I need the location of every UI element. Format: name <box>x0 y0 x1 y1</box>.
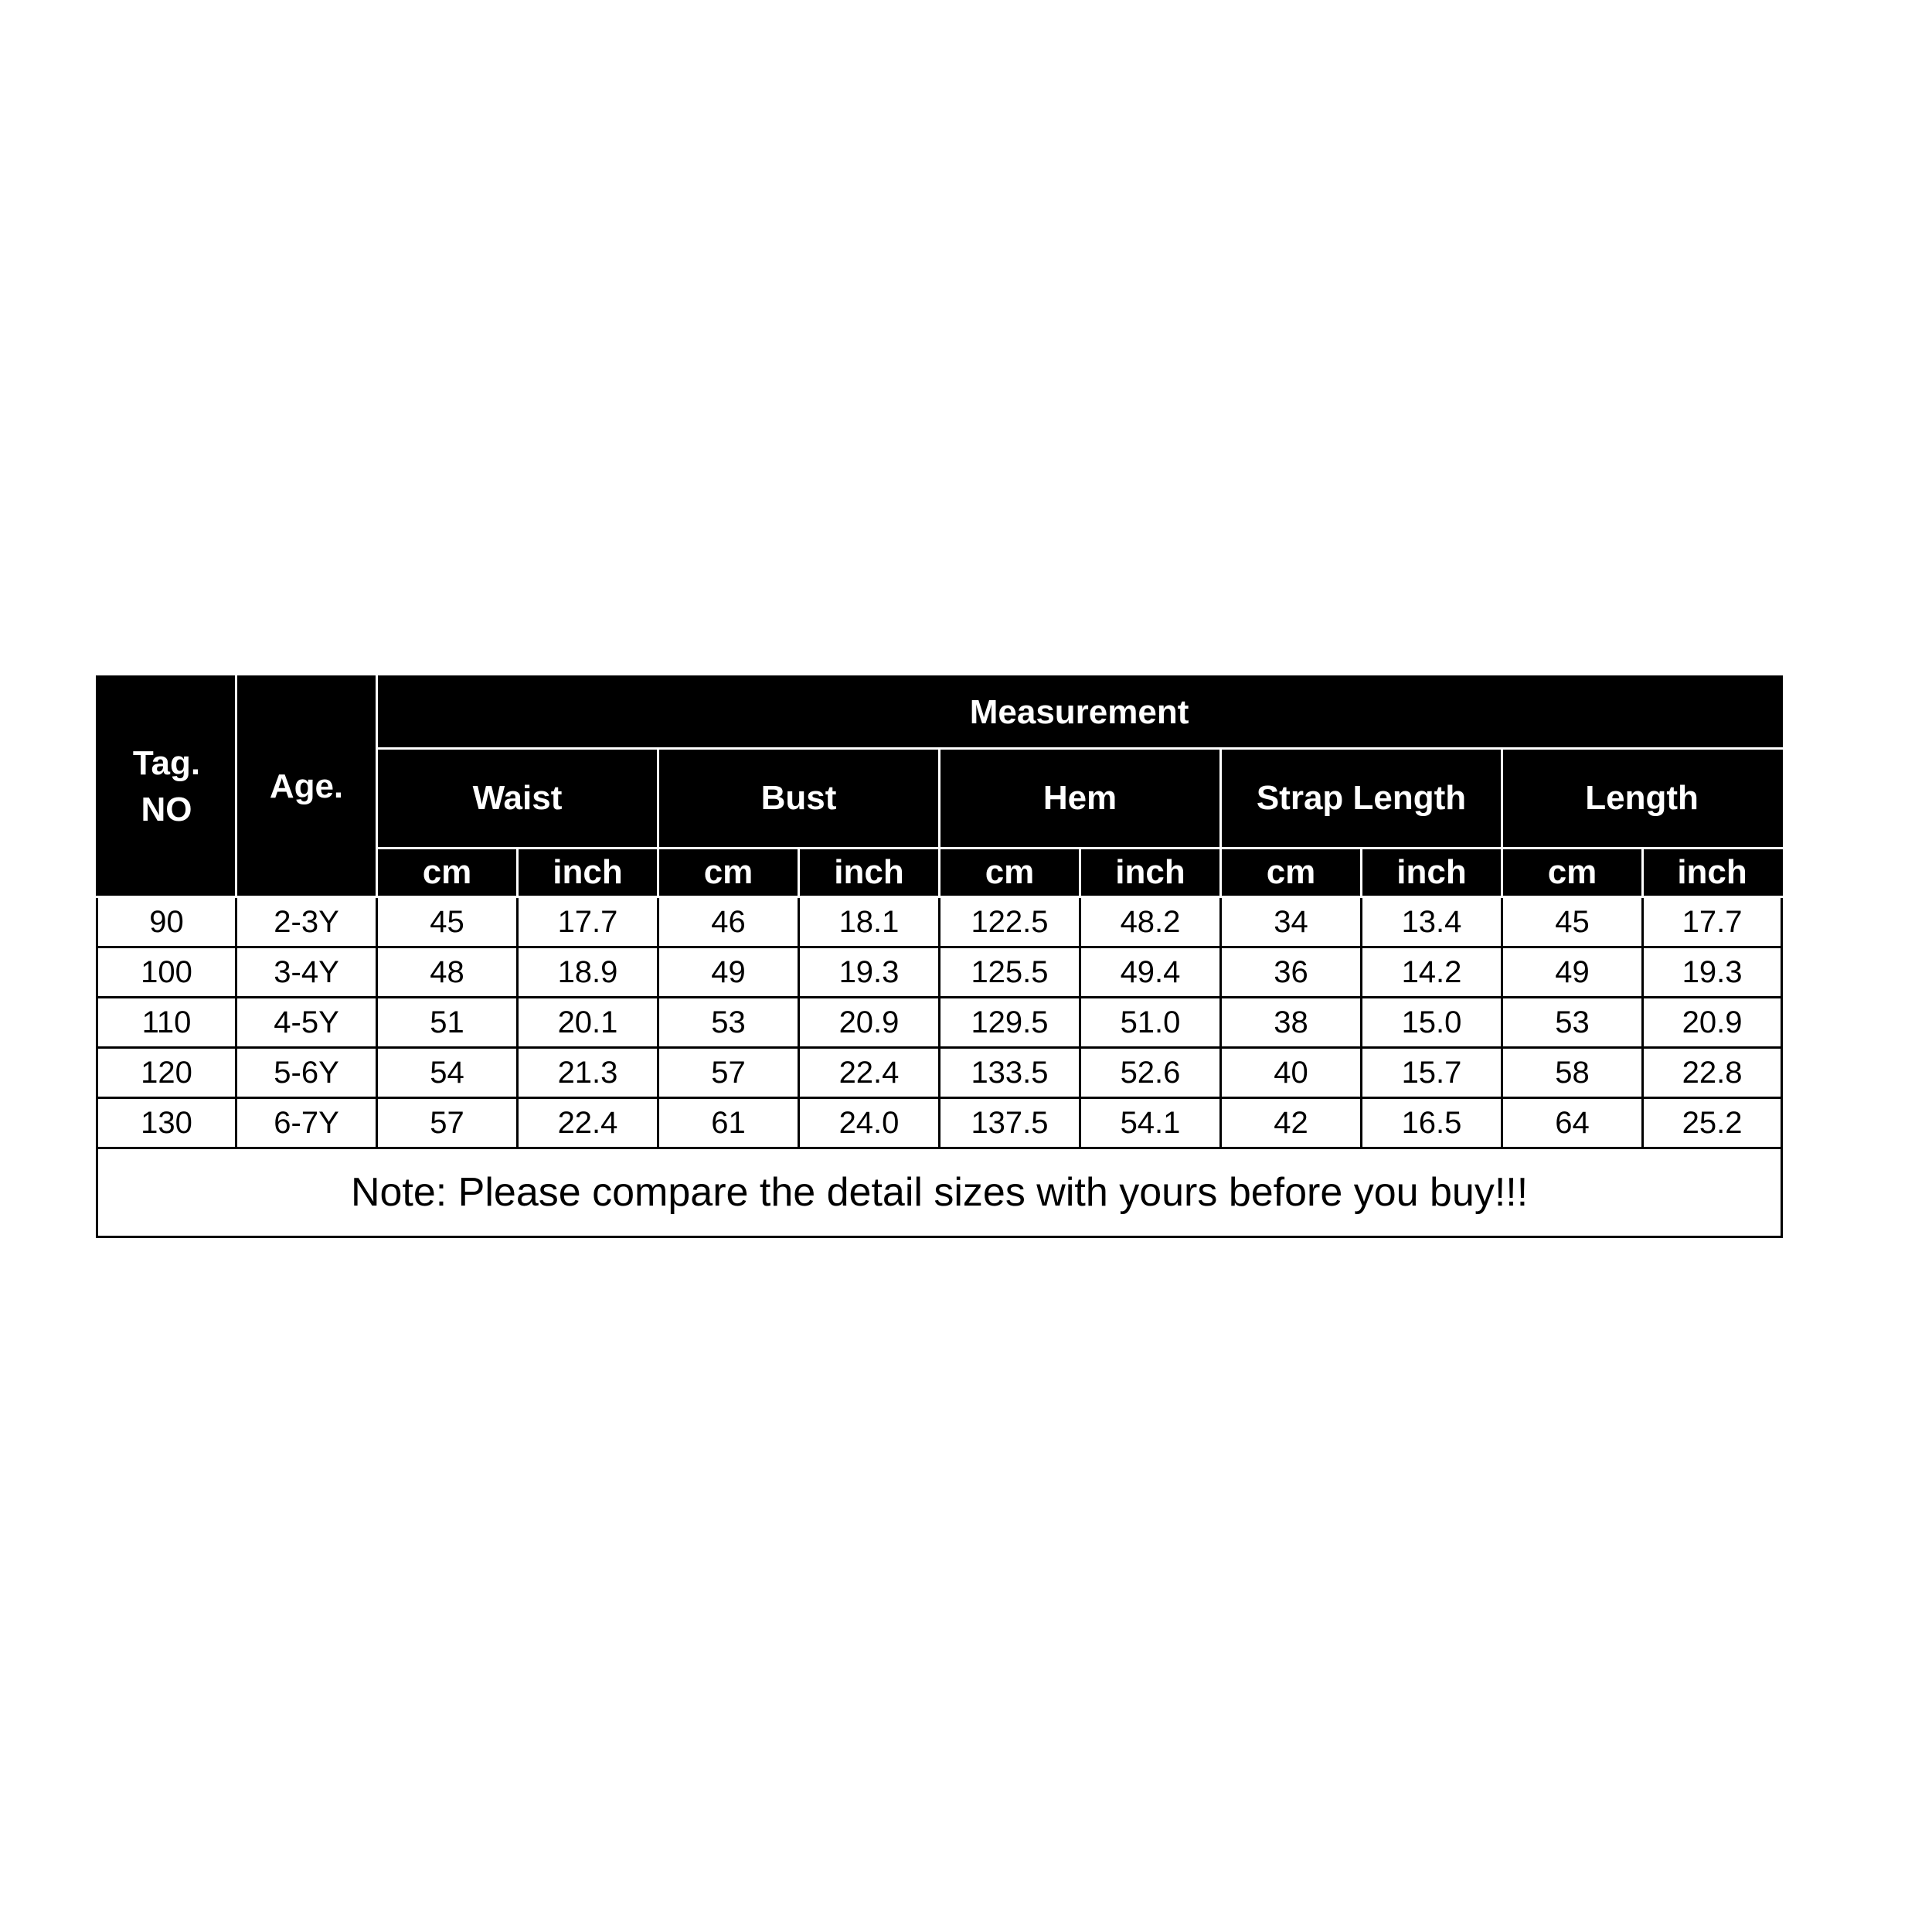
table-cell: 53 <box>658 998 799 1048</box>
table-cell: 49.4 <box>1080 947 1221 998</box>
tag-header-line-1: Tag. <box>132 744 201 782</box>
table-cell: 51 <box>377 998 518 1048</box>
unit-header-inch: inch <box>1643 849 1782 897</box>
table-cell: 17.7 <box>518 897 658 947</box>
table-cell: 19.3 <box>799 947 940 998</box>
table-cell: 90 <box>97 897 236 947</box>
size-note: Note: Please compare the detail sizes with yours before you buy!!! <box>97 1148 1782 1237</box>
table-cell: 13.4 <box>1362 897 1502 947</box>
table-cell: 22.8 <box>1643 1048 1782 1098</box>
table-body <box>97 897 1782 1148</box>
table-cell: 2-3Y <box>236 897 377 947</box>
unit-header-cm: cm <box>1502 849 1643 897</box>
length-header: Length <box>1502 749 1782 849</box>
table-cell: 20.9 <box>1643 998 1782 1048</box>
table-cell: 21.3 <box>518 1048 658 1098</box>
table-cell: 5-6Y <box>236 1048 377 1098</box>
table-cell: 25.2 <box>1643 1098 1782 1148</box>
table-cell: 53 <box>1502 998 1643 1048</box>
table-cell: 54 <box>377 1048 518 1098</box>
table-cell: 17.7 <box>1643 897 1782 947</box>
unit-header-inch: inch <box>1362 849 1502 897</box>
table-cell: 100 <box>97 947 236 998</box>
table-row <box>97 1098 1782 1148</box>
table-cell: 18.1 <box>799 897 940 947</box>
waist-header: Waist <box>377 749 658 849</box>
table-cell: 20.1 <box>518 998 658 1048</box>
table-cell: 16.5 <box>1362 1098 1502 1148</box>
table-cell: 46 <box>658 897 799 947</box>
measurement-header: Measurement <box>377 677 1782 749</box>
hem-header: Hem <box>940 749 1221 849</box>
age-header: Age. <box>236 677 377 897</box>
strap-length-header: Strap Length <box>1221 749 1502 849</box>
bust-header: Bust <box>658 749 940 849</box>
table-cell: 15.7 <box>1362 1048 1502 1098</box>
unit-header-cm: cm <box>940 849 1080 897</box>
table-cell: 45 <box>1502 897 1643 947</box>
table-cell: 57 <box>658 1048 799 1098</box>
table-cell: 15.0 <box>1362 998 1502 1048</box>
table-cell: 130 <box>97 1098 236 1148</box>
table-cell: 54.1 <box>1080 1098 1221 1148</box>
table-cell: 6-7Y <box>236 1098 377 1148</box>
table-footer <box>97 1148 1782 1237</box>
unit-header-cm: cm <box>1221 849 1362 897</box>
table-cell: 49 <box>658 947 799 998</box>
table-row <box>97 947 1782 998</box>
table-row <box>97 998 1782 1048</box>
table-cell: 34 <box>1221 897 1362 947</box>
tag-no-header <box>97 677 236 897</box>
unit-header-cm: cm <box>377 849 518 897</box>
tag-header-line-2: NO <box>141 791 192 828</box>
table-cell: 48.2 <box>1080 897 1221 947</box>
table-cell: 110 <box>97 998 236 1048</box>
table-cell: 38 <box>1221 998 1362 1048</box>
table-cell: 57 <box>377 1098 518 1148</box>
table-cell: 49 <box>1502 947 1643 998</box>
table-cell: 58 <box>1502 1048 1643 1098</box>
table-cell: 14.2 <box>1362 947 1502 998</box>
table-cell: 133.5 <box>940 1048 1080 1098</box>
table-cell: 45 <box>377 897 518 947</box>
table-row <box>97 1048 1782 1098</box>
table-row <box>97 897 1782 947</box>
table-cell: 129.5 <box>940 998 1080 1048</box>
table-cell: 22.4 <box>518 1098 658 1148</box>
table-cell: 48 <box>377 947 518 998</box>
table-cell: 42 <box>1221 1098 1362 1148</box>
table-cell: 120 <box>97 1048 236 1098</box>
table-cell: 4-5Y <box>236 998 377 1048</box>
unit-header-inch: inch <box>518 849 658 897</box>
size-chart-table <box>96 675 1783 1238</box>
table-cell: 52.6 <box>1080 1048 1221 1098</box>
table-cell: 19.3 <box>1643 947 1782 998</box>
table-cell: 137.5 <box>940 1098 1080 1148</box>
table-cell: 3-4Y <box>236 947 377 998</box>
table-cell: 51.0 <box>1080 998 1221 1048</box>
table-cell: 18.9 <box>518 947 658 998</box>
table-cell: 40 <box>1221 1048 1362 1098</box>
table-cell: 122.5 <box>940 897 1080 947</box>
table-cell: 61 <box>658 1098 799 1148</box>
table-cell: 24.0 <box>799 1098 940 1148</box>
table-header <box>97 677 1782 897</box>
unit-header-cm: cm <box>658 849 799 897</box>
table-cell: 64 <box>1502 1098 1643 1148</box>
table-cell: 22.4 <box>799 1048 940 1098</box>
table-cell: 36 <box>1221 947 1362 998</box>
unit-header-inch: inch <box>1080 849 1221 897</box>
unit-header-inch: inch <box>799 849 940 897</box>
table-cell: 125.5 <box>940 947 1080 998</box>
table-cell: 20.9 <box>799 998 940 1048</box>
